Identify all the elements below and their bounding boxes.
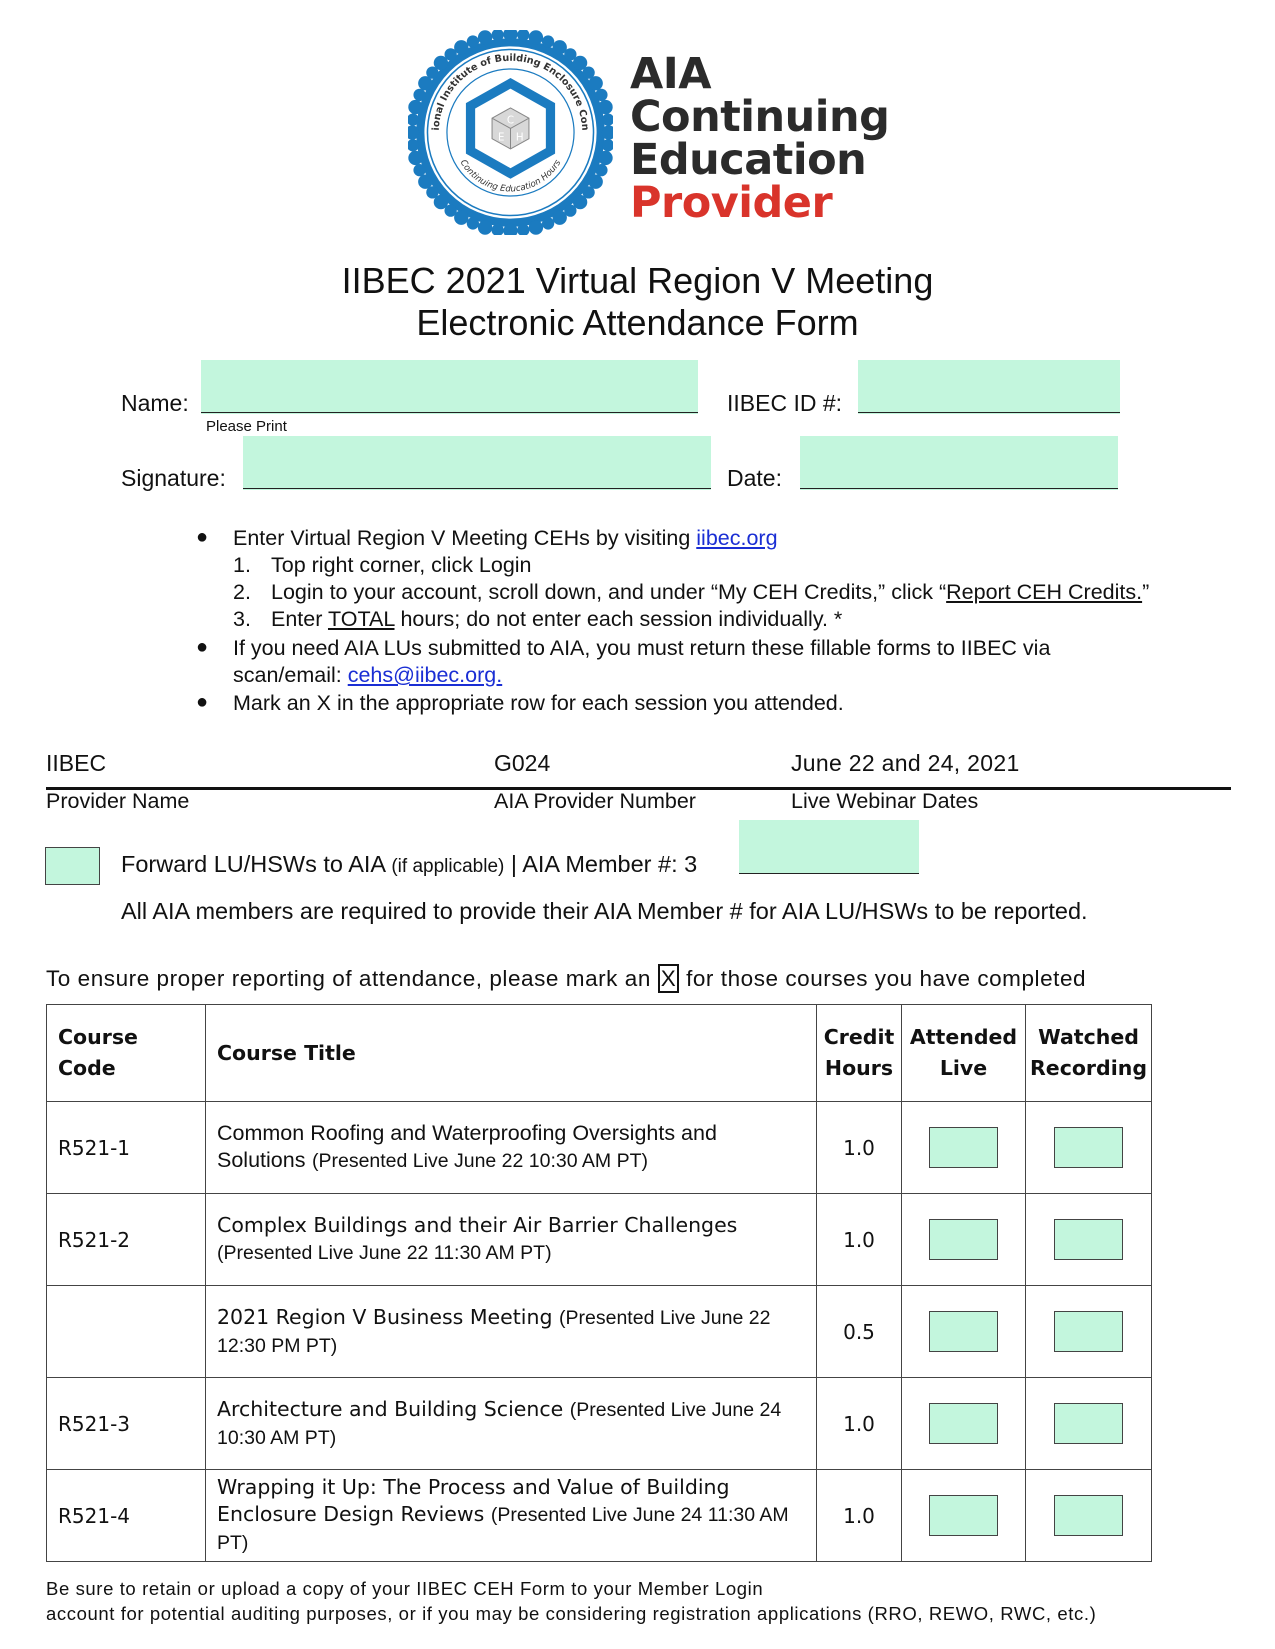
credit-hours: 1.0 (817, 1470, 902, 1562)
iibec-id-label: IIBEC ID #: (727, 390, 843, 416)
instruction-email: scan/email: cehs@iibec.org. (233, 663, 503, 687)
name-label: Name: (121, 390, 189, 416)
provider-name-value: IIBEC (46, 750, 107, 776)
table-row (47, 1194, 1152, 1286)
cehs-email-link[interactable]: cehs@iibec.org. (347, 663, 503, 687)
provider-number-label: AIA Provider Number (494, 789, 696, 813)
credit-hours: 1.0 (817, 1102, 902, 1194)
table-row (47, 1470, 1152, 1562)
step-number-3: 3. (233, 607, 251, 631)
ceh-seal-logo (408, 30, 613, 235)
credit-hours: 1.0 (817, 1378, 902, 1470)
name-underline (201, 412, 698, 413)
watched-recording-checkbox[interactable] (1054, 1311, 1123, 1352)
report-ceh-credits-link[interactable]: Report CEH Credits. (946, 580, 1143, 604)
watched-recording-checkbox[interactable] (1054, 1219, 1123, 1260)
iibec-id-input[interactable] (858, 360, 1120, 414)
aia-member-note: All AIA members are required to provide their AIA Member # for AIA LU/HSWs to be reported. (121, 898, 1088, 924)
aia-member-underline (739, 873, 919, 874)
header-course-code: Course Code (47, 1005, 206, 1102)
date-input[interactable] (800, 436, 1118, 490)
course-title: 2021 Region V Business Meeting (Presented Live June 22 12:30 PM PT) (206, 1286, 817, 1378)
svg-text:H: H (515, 131, 524, 144)
header-course-title: Course Title (206, 1005, 817, 1102)
forward-aia-label: Forward LU/HSWs to AIA (if applicable) | AIA Member #: 3 (121, 851, 698, 877)
credit-hours: 0.5 (817, 1286, 902, 1378)
logo-education: Education (630, 135, 867, 185)
bullet-dot: ● (196, 636, 209, 658)
step-number-1: 1. (233, 553, 251, 577)
header-credit-hours: Credit Hours (817, 1005, 902, 1102)
header-watched-recording: Watched Recording (1026, 1005, 1152, 1102)
course-title: Wrapping it Up: The Process and Value of Building Enclosure Design Reviews (Presented Live June 24 11:30 AM PT) (206, 1470, 817, 1562)
iibec-id-underline (858, 412, 1120, 413)
webinar-dates-value: June 22 and 24, 2021 (791, 750, 1020, 776)
iibec-link[interactable]: iibec.org (696, 526, 778, 550)
footer-line-2: account for potential auditing purposes, or if you may be considering registration applications (RRO, REWO, RWC, etc.) (46, 1603, 1097, 1624)
course-code: R521-4 (47, 1470, 206, 1562)
ensure-instruction: To ensure proper reporting of attendance, please mark an X for those courses you have completed (46, 966, 1087, 991)
course-title: Architecture and Building Science (Presented Live June 24 10:30 AM PT) (206, 1378, 817, 1470)
course-code: R521-1 (47, 1102, 206, 1194)
page-title: IIBEC 2021 Virtual Region V Meeting (341, 260, 934, 301)
aia-member-input[interactable] (739, 820, 919, 874)
course-table (46, 1004, 1152, 1562)
forward-aia-checkbox[interactable] (45, 847, 100, 885)
credit-hours: 1.0 (817, 1194, 902, 1286)
step-1: Top right corner, click Login (271, 553, 532, 577)
table-row (47, 1102, 1152, 1194)
course-code: R521-2 (47, 1194, 206, 1286)
svg-text:International Institute of Bui: ional Institute of Building Enclosure Con (430, 52, 591, 132)
watched-recording-checkbox[interactable] (1054, 1403, 1123, 1444)
svg-text:E: E (498, 131, 505, 144)
svg-text:Continuing Education Hours: Continuing Education Hours (457, 158, 564, 195)
name-input[interactable] (201, 360, 698, 414)
please-print-hint: Please Print (206, 418, 287, 435)
date-label: Date: (727, 465, 782, 491)
attended-live-checkbox[interactable] (929, 1495, 998, 1536)
header-attended-live: Attended Live (902, 1005, 1026, 1102)
svg-text:C: C (506, 114, 515, 127)
x-mark-sample: X (658, 964, 680, 993)
page-subtitle: Electronic Attendance Form (416, 302, 859, 343)
instruction-aia-submit: If you need AIA LUs submitted to AIA, you must return these fillable forms to IIBEC via (233, 636, 1051, 660)
footer-line-1: Be sure to retain or upload a copy of your IIBEC CEH Form to your Member Login (46, 1578, 764, 1599)
course-code: R521-3 (47, 1378, 206, 1470)
watched-recording-checkbox[interactable] (1054, 1127, 1123, 1168)
signature-input[interactable] (243, 436, 711, 490)
signature-underline (243, 488, 711, 489)
provider-name-label: Provider Name (46, 789, 190, 813)
course-code (47, 1286, 206, 1378)
attended-live-checkbox[interactable] (929, 1127, 998, 1168)
table-row (47, 1378, 1152, 1470)
attended-live-checkbox[interactable] (929, 1403, 998, 1444)
course-title: Complex Buildings and their Air Barrier Challenges (Presented Live June 22 11:30 AM PT) (206, 1194, 817, 1286)
bullet-dot: ● (196, 526, 209, 548)
table-row (47, 1286, 1152, 1378)
step-3: Enter TOTAL hours; do not enter each session individually. * (271, 607, 843, 631)
logo-continuing: Continuing (630, 92, 890, 142)
watched-recording-checkbox[interactable] (1054, 1495, 1123, 1536)
date-underline (800, 488, 1118, 489)
logo-provider: Provider (630, 178, 833, 228)
bullet-dot: ● (196, 691, 209, 713)
course-title: Common Roofing and Waterproofing Oversights and Solutions (Presented Live June 22 10:30 AM PT) (206, 1102, 817, 1194)
signature-label: Signature: (121, 465, 226, 491)
logo-aia: AIA (630, 49, 712, 99)
attended-live-checkbox[interactable] (929, 1219, 998, 1260)
provider-number-value: G024 (494, 750, 551, 776)
instruction-mark-x: Mark an X in the appropriate row for each session you attended. (233, 691, 844, 715)
step-2: Login to your account, scroll down, and under “My CEH Credits,” click “Report CEH Credits.” (271, 580, 1150, 604)
step-number-2: 2. (233, 580, 251, 604)
table-header-row (47, 1005, 1152, 1102)
webinar-dates-label: Live Webinar Dates (791, 789, 979, 813)
instruction-visit: Enter Virtual Region V Meeting CEHs by visiting iibec.org (233, 526, 778, 550)
attended-live-checkbox[interactable] (929, 1311, 998, 1352)
